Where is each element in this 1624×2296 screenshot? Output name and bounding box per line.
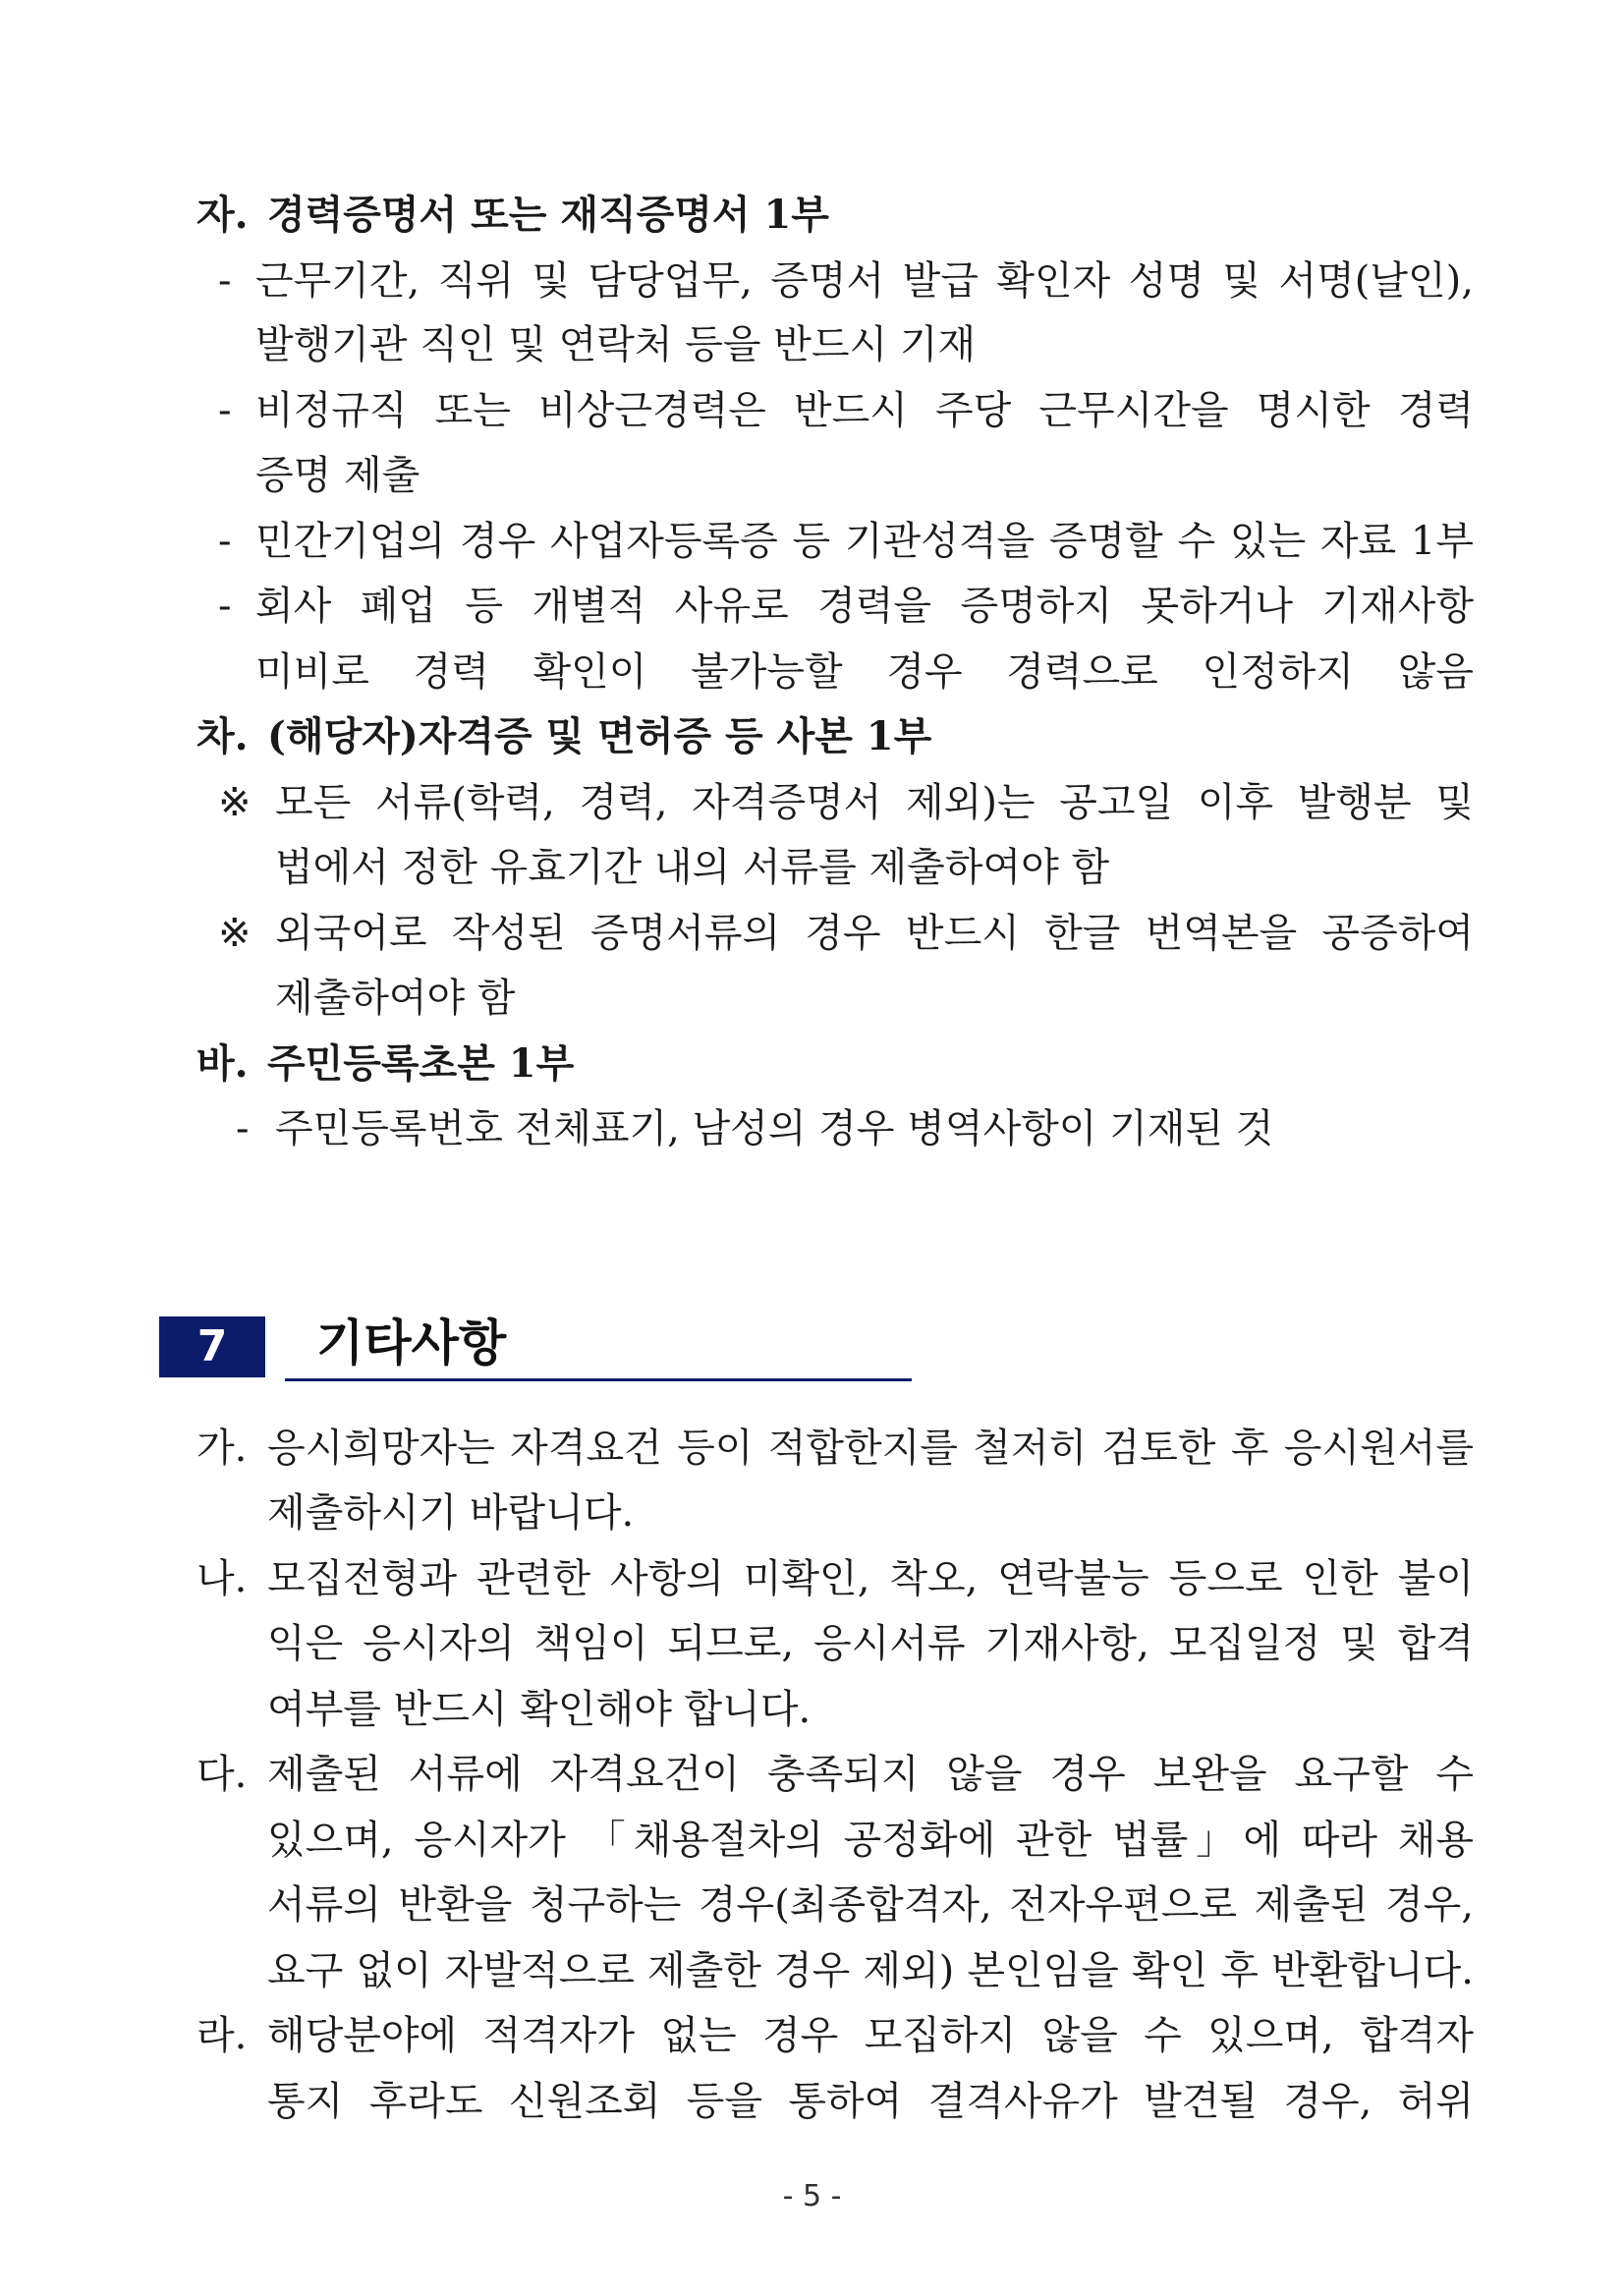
item-marker: 나. bbox=[196, 1556, 248, 1601]
heading-text: 주민등록초본 1부 bbox=[267, 1040, 575, 1087]
item-line: 발행기관 직인 및 연락처 등을 반드시 기재 bbox=[255, 322, 977, 367]
heading-marker: 바. bbox=[196, 1040, 249, 1087]
item-marker: - bbox=[218, 258, 232, 304]
item-marker: - bbox=[236, 1106, 250, 1151]
item-marker: ※ bbox=[218, 911, 252, 956]
section-number-badge: 7 bbox=[159, 1316, 265, 1377]
item-line: 제출된 서류에 자격요건이 충족되지 않을 경우 보완을 요구할 수 bbox=[267, 1752, 1474, 1797]
item-marker: 다. bbox=[196, 1752, 248, 1797]
item-line: 외국어로 작성된 증명서류의 경우 반드시 한글 번역본을 공증하여 bbox=[275, 911, 1474, 956]
item-line: 여부를 반드시 확인해야 합니다. bbox=[267, 1687, 812, 1732]
item-line: 있으며, 응시자가 「채용절차의 공정화에 관한 법률」에 따라 채용 bbox=[267, 1818, 1474, 1863]
page-number: - 5 - bbox=[782, 2179, 842, 2213]
heading-text: 경력증명서 또는 재직증명서 1부 bbox=[267, 192, 829, 238]
heading-marker: 차. bbox=[196, 713, 249, 759]
item-line: 익은 응시자의 책임이 되므로, 응시서류 기재사항, 모집일정 및 합격 bbox=[267, 1621, 1474, 1666]
item-marker: ※ bbox=[218, 780, 252, 825]
section-title: 기타사항 bbox=[316, 1315, 507, 1372]
item-marker: - bbox=[218, 584, 232, 629]
item-line: 비정규직 또는 비상근경력은 반드시 주당 근무시간을 명시한 경력 bbox=[255, 388, 1474, 433]
item-line: 서류의 반환을 청구하는 경우(최종합격자, 전자우편으로 제출된 경우, bbox=[267, 1882, 1474, 1928]
item-marker: - bbox=[218, 519, 232, 564]
item-line: 통지 후라도 신원조회 등을 통하여 결격사유가 발견될 경우, 허위 bbox=[267, 2079, 1474, 2124]
item-marker: 라. bbox=[196, 2013, 248, 2058]
heading-text: (해당자)자격증 및 면허증 등 사본 1부 bbox=[267, 713, 932, 759]
heading-marker: 자. bbox=[196, 192, 249, 238]
item-line: 회사 폐업 등 개별적 사유로 경력을 증명하지 못하거나 기재사항 bbox=[255, 584, 1474, 629]
section-title-underline bbox=[285, 1378, 912, 1381]
item-line: 근무기간, 직위 및 담당업무, 증명서 발급 확인자 성명 및 서명(날인), bbox=[255, 258, 1474, 304]
item-line: 미비로 경력 확인이 불가능할 경우 경력으로 인정하지 않음 bbox=[255, 649, 1474, 695]
item-line: 응시희망자는 자격요건 등이 적합한지를 철저히 검토한 후 응시원서를 bbox=[267, 1426, 1474, 1471]
item-marker: 가. bbox=[196, 1426, 248, 1471]
item-line: 제출하시기 바랍니다. bbox=[267, 1490, 635, 1536]
item-line: 민간기업의 경우 사업자등록증 등 기관성격을 증명할 수 있는 자료 1부 bbox=[255, 519, 1474, 564]
item-line: 해당분야에 적격자가 없는 경우 모집하지 않을 수 있으며, 합격자 bbox=[267, 2013, 1474, 2058]
item-line: 법에서 정한 유효기간 내의 서류를 제출하여야 함 bbox=[275, 845, 1110, 890]
item-line: 제출하여야 함 bbox=[275, 976, 516, 1021]
item-line: 모든 서류(학력, 경력, 자격증명서 제외)는 공고일 이후 발행분 및 bbox=[275, 780, 1474, 825]
item-line: 주민등록번호 전체표기, 남성의 경우 병역사항이 기재된 것 bbox=[275, 1106, 1274, 1151]
item-line: 증명 제출 bbox=[255, 453, 420, 498]
item-marker: - bbox=[218, 388, 232, 433]
item-line: 요구 없이 자발적으로 제출한 경우 제외) 본인임을 확인 후 반환합니다. bbox=[267, 1948, 1474, 1993]
item-line: 모집전형과 관련한 사항의 미확인, 착오, 연락불능 등으로 인한 불이 bbox=[267, 1556, 1474, 1601]
